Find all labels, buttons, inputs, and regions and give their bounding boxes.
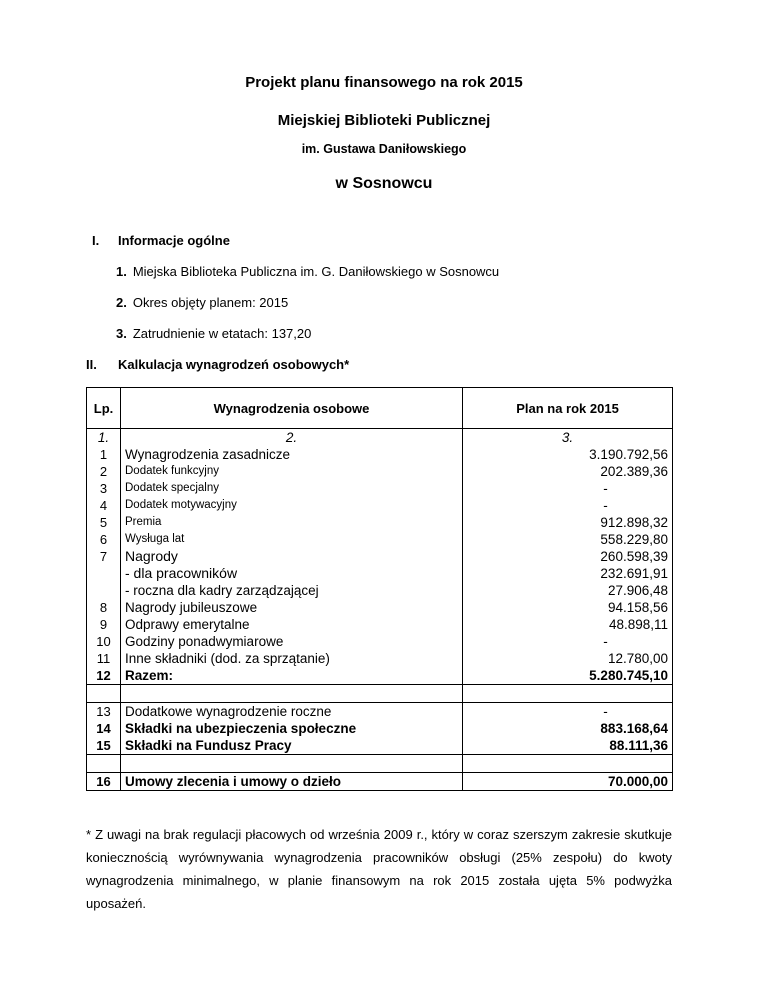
list-item-text: Okres objęty planem: 2015 bbox=[132, 295, 289, 310]
salary-table bbox=[86, 387, 673, 791]
row-lp: 7 bbox=[87, 548, 121, 565]
table-header-row bbox=[87, 388, 673, 429]
doc-subtitle-library: Miejskiej Biblioteki Publicznej bbox=[277, 112, 491, 129]
header-lp: Lp. bbox=[87, 388, 121, 429]
colnum-3: 3. bbox=[463, 429, 673, 447]
list-item-text: Miejska Biblioteka Publiczna im. G. Daniłowskiego w Sosnowcu bbox=[132, 264, 500, 279]
row-amount: 232.691,91 bbox=[463, 565, 673, 582]
table-row bbox=[87, 497, 673, 514]
list-item-number: 1. bbox=[116, 264, 127, 279]
row-lp: 4 bbox=[87, 497, 121, 514]
row-name: Nagrody bbox=[121, 548, 463, 565]
table-row bbox=[87, 514, 673, 531]
row-lp: 10 bbox=[87, 633, 121, 650]
table-row-total bbox=[87, 667, 673, 685]
table-row bbox=[87, 650, 673, 667]
row-amount: - bbox=[463, 703, 673, 721]
row-amount: 883.168,64 bbox=[463, 720, 673, 737]
table-spacer-row bbox=[87, 755, 673, 773]
row-name: - dla pracowników bbox=[121, 565, 463, 582]
row-name: Inne składniki (dod. za sprzątanie) bbox=[121, 650, 463, 667]
header-name: Wynagrodzenia osobowe bbox=[121, 388, 463, 429]
table-row bbox=[87, 446, 673, 463]
row-amount: 202.389,36 bbox=[463, 463, 673, 480]
header-plan: Plan na rok 2015 bbox=[463, 388, 673, 429]
row-name: Umowy zlecenia i umowy o dzieło bbox=[121, 773, 463, 791]
list-item-number: 2. bbox=[116, 295, 127, 310]
doc-title: Projekt planu finansowego na rok 2015 bbox=[245, 74, 523, 91]
table-row bbox=[87, 720, 673, 737]
row-amount: 48.898,11 bbox=[463, 616, 673, 633]
table-row bbox=[87, 599, 673, 616]
table-row bbox=[87, 463, 673, 480]
row-lp: 2 bbox=[87, 463, 121, 480]
section-number: II. bbox=[86, 357, 97, 372]
table-row bbox=[87, 480, 673, 497]
colnum-2: 2. bbox=[121, 429, 463, 447]
row-amount: 88.111,36 bbox=[463, 737, 673, 755]
table-row bbox=[87, 565, 673, 582]
colnum-1: 1. bbox=[87, 429, 121, 447]
row-lp: 11 bbox=[87, 650, 121, 667]
table-row bbox=[87, 703, 673, 721]
list-item bbox=[116, 295, 288, 310]
row-name: Razem: bbox=[121, 667, 463, 685]
table-row bbox=[87, 616, 673, 633]
row-amount: - bbox=[463, 633, 673, 650]
row-lp: 15 bbox=[87, 737, 121, 755]
table-spacer-row bbox=[87, 685, 673, 703]
row-lp: 14 bbox=[87, 720, 121, 737]
row-name: Składki na Fundusz Pracy bbox=[121, 737, 463, 755]
table-colnum-row bbox=[87, 429, 673, 447]
row-name: Dodatek motywacyjny bbox=[121, 497, 463, 514]
row-name: Odprawy emerytalne bbox=[121, 616, 463, 633]
list-item bbox=[116, 264, 499, 279]
row-lp: 8 bbox=[87, 599, 121, 616]
row-amount: 912.898,32 bbox=[463, 514, 673, 531]
row-name: Wynagrodzenia zasadnicze bbox=[121, 446, 463, 463]
row-name: Nagrody jubileuszowe bbox=[121, 599, 463, 616]
doc-subtitle-patron: im. Gustawa Daniłowskiego bbox=[301, 142, 467, 156]
row-amount: 3.190.792,56 bbox=[463, 446, 673, 463]
table-row bbox=[87, 548, 673, 565]
table-row bbox=[87, 633, 673, 650]
row-amount: - bbox=[463, 480, 673, 497]
row-lp: 12 bbox=[87, 667, 121, 685]
row-amount: 27.906,48 bbox=[463, 582, 673, 599]
row-lp: 1 bbox=[87, 446, 121, 463]
row-lp: 6 bbox=[87, 531, 121, 548]
row-name: Składki na ubezpieczenia społeczne bbox=[121, 720, 463, 737]
row-name: Wysługa lat bbox=[121, 531, 463, 548]
row-lp: 13 bbox=[87, 703, 121, 721]
section-number: I. bbox=[92, 233, 100, 248]
row-lp: 5 bbox=[87, 514, 121, 531]
section-heading: Informacje ogólne bbox=[118, 233, 230, 248]
row-lp bbox=[87, 582, 121, 599]
table-row bbox=[87, 773, 673, 791]
row-name: Godziny ponadwymiarowe bbox=[121, 633, 463, 650]
row-name: - roczna dla kadry zarządzającej bbox=[121, 582, 463, 599]
table-row bbox=[87, 531, 673, 548]
row-lp: 16 bbox=[87, 773, 121, 791]
row-lp bbox=[87, 565, 121, 582]
row-amount: 12.780,00 bbox=[463, 650, 673, 667]
doc-subtitle-city: w Sosnowcu bbox=[335, 175, 433, 192]
list-item bbox=[116, 326, 311, 341]
row-name: Dodatek funkcyjny bbox=[121, 463, 463, 480]
table-row bbox=[87, 737, 673, 755]
row-amount: 260.598,39 bbox=[463, 548, 673, 565]
row-lp: 9 bbox=[87, 616, 121, 633]
row-name: Premia bbox=[121, 514, 463, 531]
row-amount: 94.158,56 bbox=[463, 599, 673, 616]
table-row bbox=[87, 582, 673, 599]
list-item-text: Zatrudnienie w etatach: 137,20 bbox=[132, 326, 312, 341]
row-amount: 558.229,80 bbox=[463, 531, 673, 548]
row-amount: 70.000,00 bbox=[463, 773, 673, 791]
row-name: Dodatek specjalny bbox=[121, 480, 463, 497]
row-amount: - bbox=[463, 497, 673, 514]
list-item-number: 3. bbox=[116, 326, 127, 341]
row-name: Dodatkowe wynagrodzenie roczne bbox=[121, 703, 463, 721]
footnote: * Z uwagi na brak regulacji płacowych od września 2009 r., który w coraz szerszym zakresie skutkuje koniecznością wyrównywania wynagrodzenia pracowników obsługi (25% zespołu) do kwoty wynagrodzenia minimalnego, w planie finansowym na rok 2015 została ujęta 5% podwyżka uposażeń. bbox=[86, 827, 672, 911]
row-lp: 3 bbox=[87, 480, 121, 497]
row-amount: 5.280.745,10 bbox=[463, 667, 673, 685]
section-heading: Kalkulacja wynagrodzeń osobowych* bbox=[118, 357, 350, 372]
